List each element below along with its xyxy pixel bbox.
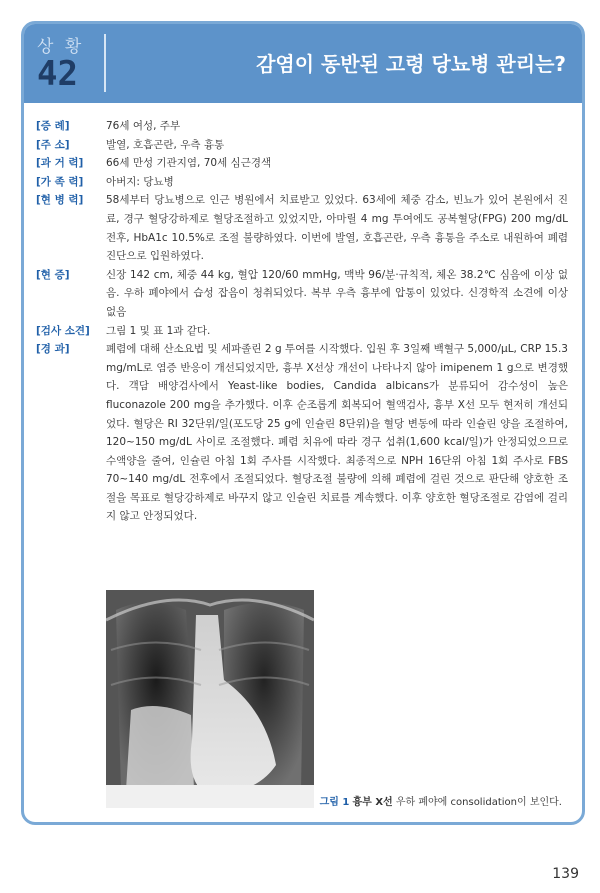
section-past-history: [36, 154, 568, 173]
section-label: [가 족 력]: [36, 175, 84, 188]
section-label: [경 과]: [36, 343, 70, 356]
section-lab-findings: [36, 322, 568, 341]
section-label: [현 증]: [36, 268, 70, 281]
chest-xray-icon: [106, 590, 314, 808]
section-text: 76세 여성, 주부: [106, 120, 181, 132]
section-label: [증 례]: [36, 120, 70, 132]
section-label: [현 병 력]: [36, 194, 84, 207]
section-case: [36, 117, 568, 136]
section-text: 발열, 호흡곤란, 우측 흉통: [106, 138, 225, 151]
section-text: 66세 만성 기관지염, 70세 심근경색: [106, 157, 272, 170]
header-divider: [104, 34, 106, 92]
section-text: 아버지: 당뇨병: [106, 175, 174, 188]
section-label: [과 거 력]: [36, 157, 84, 170]
section-text: 폐렴에 대해 산소요법 및 세파졸린 2 g 투여를 시작했다. 입원 후 3일째 백혈구 5,000/μL, CRP 15.3 mg/mL로 염증 반응이 개선되었지만, 흉부 X선상 개선이 나타나지 않아 imipenem 1 g으로 변경했다. 객담 배양검사에서 Yeast-like bodies, Candida albicans가 분류되어 감수성이 높은 fluconazole 200 mg을 추가했다. 이후 순조롭게 회복되어 혈액검사, 흉부 X선 모두 현저히 개선되었다. 혈당은 RI 32단위/일(포도당 25 g에 인슐린 8단위)을 혈당 변동에 따라 인슐린 양을 조절하여, 120~150 mg/dL 사이로 조절했다. 폐렴 치유에 따라 경구 섭취(1,600 kcal/일)가 안정되었으므로 수액양을 줄여, 인슐린 아침 1회 주사를 시작했다. 최종적으로 NPH 16단위 아침 1회 주사로 FBS 70~140 mg/dL 전후에서 조절되었다. 혈당조절 불량에 의해 폐렴에 걸린 것으로 판단해 양호한 조절을 목표로 혈당강하제로 바꾸지 않고 인슐린 치료를 계속했다. 이후 양호한 혈당조절로 감염에 걸리지 않고 안정되었다.: [106, 343, 568, 523]
case-content: [36, 117, 568, 526]
section-label: [검사 소견]: [36, 324, 90, 337]
figure-caption: [320, 793, 562, 808]
case-frame: [21, 21, 585, 825]
chest-xray-image: [106, 590, 314, 808]
caption-bold: 흉부 X선: [352, 797, 393, 808]
page-number: 139: [552, 866, 579, 882]
section-text: 58세부터 당뇨병으로 인근 병원에서 치료받고 있었다. 63세에 체중 감소, 빈뇨가 있어 본원에서 진료, 경구 혈당강하제로 혈당조절하고 있었지만, 아마릴 4 mg 투여에도 공복혈당(FPG) 200 mg/dL 전후, HbA1c 10.5%로 조절 불량하였다. 이번에 발열, 호흡곤란, 우측 흉통을 주소로 내원하여 폐렴 진단으로 입원하였다.: [106, 194, 568, 263]
section-present-status: [36, 266, 568, 322]
section-course: [36, 340, 568, 526]
section-text: 신장 142 cm, 체중 44 kg, 혈압 120/60 mmHg, 맥박 96/분·규칙적, 체온 38.2℃ 심음에 이상 없음. 우하 폐야에서 습성 잡음이 청취되었다. 복부 우측 흉부에 압통이 있었다. 신경학적 소견에 이상 없음: [106, 268, 568, 318]
section-family-history: [36, 173, 568, 192]
section-label: [주 소]: [36, 138, 70, 151]
case-header: [24, 24, 582, 103]
section-text: 그림 1 및 표 1과 같다.: [106, 324, 211, 337]
page-title: 감염이 동반된 고령 당뇨병 관리는?: [256, 52, 566, 76]
case-number: 42: [37, 54, 78, 94]
caption-number: 그림 1: [319, 797, 350, 808]
caption-text: 우하 폐야에 consolidation이 보인다.: [392, 797, 562, 808]
case-label: 상 황: [37, 37, 85, 57]
section-chief-complaint: [36, 136, 568, 155]
section-present-illness: [36, 191, 568, 265]
